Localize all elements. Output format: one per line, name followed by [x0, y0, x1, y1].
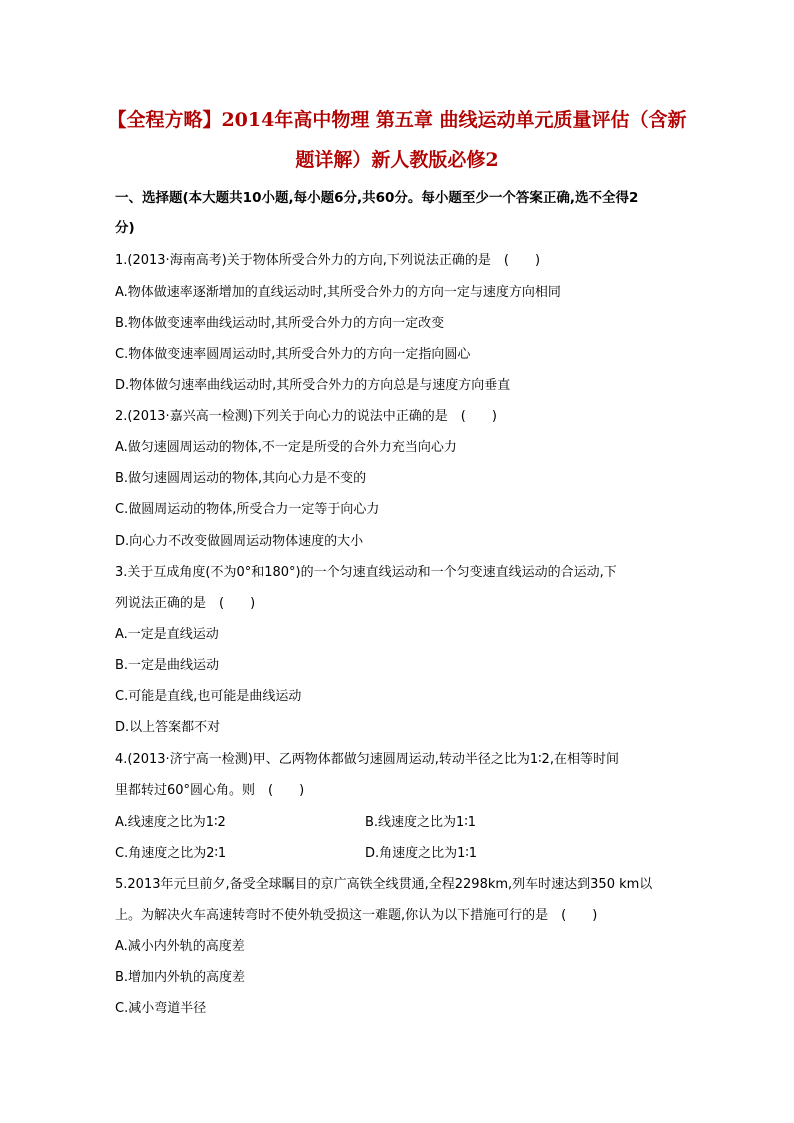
- question-5-option-a: A.减小内外轨的高度差: [115, 939, 245, 954]
- question-3-option-c: C.可能是直线,也可能是曲线运动: [115, 689, 302, 704]
- section-heading-cont: 分): [115, 220, 135, 236]
- document-title-line1: 【全程方略】2014年高中物理 第五章 曲线运动单元质量评估（含新: [107, 109, 687, 131]
- question-1-option-d: D.物体做匀速率曲线运动时,其所受合外力的方向总是与速度方向垂直: [115, 378, 511, 393]
- document-title-line2: 题详解）新人教版必修2: [295, 149, 499, 171]
- question-5-stem-cont: 上。为解决火车高速转弯时不使外轨受损这一难题,你认为以下措施可行的是 ( ): [115, 908, 598, 923]
- question-4-option-c: C.角速度之比为2∶1: [115, 846, 227, 861]
- question-4-option-d: D.角速度之比为1∶1: [365, 846, 478, 861]
- question-2-option-a: A.做匀速圆周运动的物体,不一定是所受的合外力充当向心力: [115, 440, 457, 455]
- question-3-stem-cont: 列说法正确的是 ( ): [115, 596, 256, 611]
- question-4-stem: 4.(2013·济宁高一检测)甲、乙两物体都做匀速圆周运动,转动半径之比为1∶2,在相等时间: [115, 752, 619, 767]
- question-1-option-a: A.物体做速率逐渐增加的直线运动时,其所受合外力的方向一定与速度方向相同: [115, 285, 561, 300]
- question-1-option-c: C.物体做变速率圆周运动时,其所受合外力的方向一定指向圆心: [115, 347, 471, 362]
- question-5-option-b: B.增加内外轨的高度差: [115, 970, 246, 985]
- question-3-option-a: A.一定是直线运动: [115, 627, 219, 642]
- question-4-stem-cont: 里都转过60°圆心角。则 ( ): [115, 783, 305, 798]
- question-3-stem: 3.关于互成角度(不为0°和180°)的一个匀速直线运动和一个匀变速直线运动的合运动,下: [115, 565, 617, 580]
- question-4-option-a: A.线速度之比为1∶2: [115, 815, 226, 830]
- question-1-option-b: B.物体做变速率曲线运动时,其所受合外力的方向一定改变: [115, 316, 445, 331]
- question-3-option-b: B.一定是曲线运动: [115, 658, 220, 673]
- question-1-stem: 1.(2013·海南高考)关于物体所受合外力的方向,下列说法正确的是 ( ): [115, 253, 541, 268]
- question-2-option-d: D.向心力不改变做圆周运动物体速度的大小: [115, 534, 364, 549]
- question-5-stem: 5.2013年元旦前夕,备受全球瞩目的京广高铁全线贯通,全程2298km,列车时速达到350 km以: [115, 877, 653, 892]
- section-heading: 一、选择题(本大题共10小题,每小题6分,共60分。每小题至少一个答案正确,选不全得2: [115, 190, 639, 206]
- question-2-stem: 2.(2013·嘉兴高一检测)下列关于向心力的说法中正确的是 ( ): [115, 409, 497, 424]
- question-2-option-b: B.做匀速圆周运动的物体,其向心力是不变的: [115, 471, 367, 486]
- question-4-option-b: B.线速度之比为1∶1: [365, 815, 476, 830]
- question-2-option-c: C.做圆周运动的物体,所受合力一定等于向心力: [115, 502, 380, 517]
- question-5-option-c: C.减小弯道半径: [115, 1001, 207, 1016]
- question-3-option-d: D.以上答案都不对: [115, 720, 221, 735]
